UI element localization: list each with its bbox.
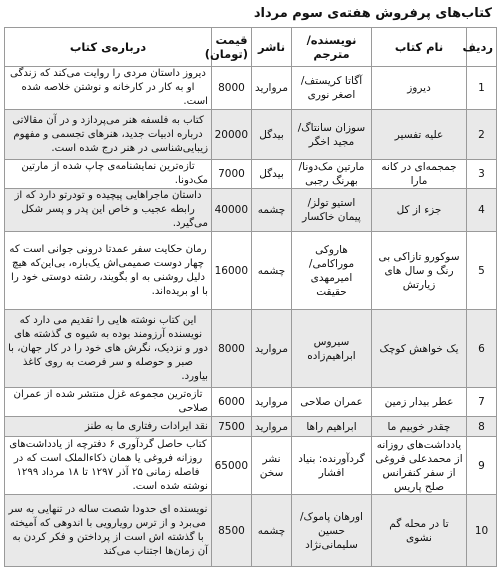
cell-price: 6000: [212, 388, 252, 417]
table-row: [5, 67, 497, 110]
cell-about: کتاب حاصل گردآوری ۶ دفترچه از یادداشت‌های روزانه فروغی یا همان ذکاءالملک است که در فاصله زمانی ۲۵ آذر ۱۲۹۷ تا ۱۸ مرداد ۱۲۹۹ نوشته شده است.: [5, 437, 212, 495]
cell-price: 8500: [212, 495, 252, 567]
cell-book-name: یادداشت‌های روزانه از محمدعلی فروغی از سفر کنفرانس صلح پاریس: [372, 437, 467, 495]
header-publisher: ناشر: [252, 28, 292, 67]
table-row: [5, 495, 497, 567]
cell-publisher: بیدگل: [252, 160, 292, 189]
cell-about: نقد ایرادات رفتاری ما به طنز: [5, 417, 212, 437]
cell-price: 40000: [212, 189, 252, 232]
table-row: [5, 232, 497, 310]
page-title: کتاب‌های پرفروش هفته‌ی سوم مرداد: [253, 6, 492, 21]
cell-book-name: تا در محله گم نشوی: [372, 495, 467, 567]
cell-price: 20000: [212, 110, 252, 160]
cell-publisher: مروارید: [252, 388, 292, 417]
cell-rank: 10: [467, 495, 497, 567]
cell-book-name: سوکورو تازاکی بی رنگ و سال های زیارتش: [372, 232, 467, 310]
cell-about: تازه‌ترین مجموعه غزل منتشر شده از عمران صلاحی: [5, 388, 212, 417]
cell-rank: 4: [467, 189, 497, 232]
cell-about: داستان ماجراهایی پیچیده و تودرتو دارد که از رابطه عجیب و خاص این پدر و پسر شکل می‌گیرد.: [5, 189, 212, 232]
header-price: قیمت (تومان): [212, 28, 252, 67]
table-header-row: [5, 28, 497, 67]
cell-rank: 1: [467, 67, 497, 110]
cell-price: 8000: [212, 67, 252, 110]
cell-book-name: جزء از کل: [372, 189, 467, 232]
cell-price: 16000: [212, 232, 252, 310]
cell-rank: 7: [467, 388, 497, 417]
cell-book-name: علیه تفسیر: [372, 110, 467, 160]
cell-book-name: چقدر خوبیم ما: [372, 417, 467, 437]
cell-author: سیروس ابراهیم‌زاده: [292, 310, 372, 388]
table-row: [5, 189, 497, 232]
header-about: درباره‌ی کتاب: [5, 28, 212, 67]
cell-about: کتاب به فلسفه هنر می‌پردازد و در آن مقالاتی درباره ادبیات جدید، هنرهای تجسمی و مفهوم زیبایی‌شناسی در هنر درج شده است.: [5, 110, 212, 160]
cell-rank: 8: [467, 417, 497, 437]
bestsellers-table: [4, 27, 497, 567]
cell-publisher: مروارید: [252, 310, 292, 388]
header-name: نام کتاب: [372, 28, 467, 67]
cell-about: این کتاب نوشته هایی را تقدیم می دارد که نویسنده آرزومند بوده به شیوه ی گذشته های دور و نزدیک، نگرش های خود را در کار جهان، با صبر و حوصله و سر فرصت به روی کاغذ بیاورد.: [5, 310, 212, 388]
cell-price: 7500: [212, 417, 252, 437]
cell-book-name: جمجمه‌ای در کانه مارا: [372, 160, 467, 189]
cell-publisher: بیدگل: [252, 110, 292, 160]
cell-price: 65000: [212, 437, 252, 495]
table-row: [5, 110, 497, 160]
table-row: [5, 388, 497, 417]
cell-author: گردآورنده: بنیاد افشار: [292, 437, 372, 495]
cell-author: سوزان سانتاگ/ مجید اخگر: [292, 110, 372, 160]
cell-publisher: مروارید: [252, 67, 292, 110]
cell-author: مارتین مک‌دونا/ بهرنگ رجبی: [292, 160, 372, 189]
table-body: [5, 67, 497, 567]
cell-price: 8000: [212, 310, 252, 388]
cell-rank: 2: [467, 110, 497, 160]
cell-author: عمران صلاحی: [292, 388, 372, 417]
cell-author: ابراهیم راها: [292, 417, 372, 437]
cell-publisher: نشر سخن: [252, 437, 292, 495]
cell-price: 7000: [212, 160, 252, 189]
cell-rank: 6: [467, 310, 497, 388]
cell-rank: 9: [467, 437, 497, 495]
cell-about: رمان حکایت سفر عمدتا درونی جوانی است که چهار دوست صمیمی‌اش یک‌باره، بی‌این‌که هیچ دلیل روشنی به او بگویند، رشته دوستی خود را با او بریده‌اند.: [5, 232, 212, 310]
cell-author: اورهان پاموک/ حسین سلیمانی‌نژاد: [292, 495, 372, 567]
header-author: نویسنده/ مترجم: [292, 28, 372, 67]
cell-about: دیروز داستان مردی را روایت می‌کند که زندگی او به کار در کارخانه و نوشتن خلاصه شده است.: [5, 67, 212, 110]
table-row: [5, 417, 497, 437]
cell-about: نویسنده ای حدودا شصت ساله در تنهایی به سر می‌برد و از ترس رویارویی با اندوهی که آمیخته با گذشته اش است از پرداختن و فکر کردن به آن زمان‌ها اجتناب می‌کند: [5, 495, 212, 567]
cell-book-name: عطر بیدار زمین: [372, 388, 467, 417]
table-row: [5, 310, 497, 388]
cell-book-name: یک خواهش کوچک: [372, 310, 467, 388]
cell-book-name: دیروز: [372, 67, 467, 110]
cell-rank: 3: [467, 160, 497, 189]
cell-author: هاروکی موراکامی/ امیرمهدی حقیقت: [292, 232, 372, 310]
cell-author: استیو تولز/ پیمان خاکسار: [292, 189, 372, 232]
cell-about: تازه‌ترین نمایشنامه‌ی چاپ شده از مارتین مک‌دونا.: [5, 160, 212, 189]
cell-rank: 5: [467, 232, 497, 310]
cell-publisher: چشمه: [252, 189, 292, 232]
cell-publisher: مروارید: [252, 417, 292, 437]
cell-publisher: چشمه: [252, 495, 292, 567]
table-row: [5, 437, 497, 495]
table-row: [5, 160, 497, 189]
cell-publisher: چشمه: [252, 232, 292, 310]
cell-author: آگاتا کریستف/ اصغر نوری: [292, 67, 372, 110]
header-rank: ردیف: [467, 28, 497, 67]
